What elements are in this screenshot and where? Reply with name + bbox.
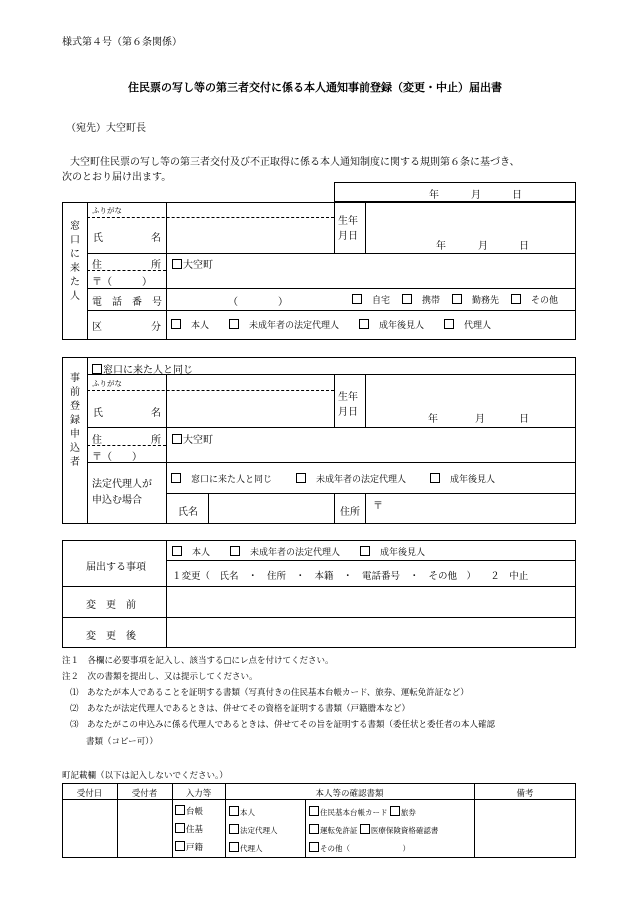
office-id-insurance[interactable]: 医療保険資格確認書 [360, 826, 439, 835]
office-id-other[interactable]: その他（ ） [309, 842, 410, 854]
changes-before-label: 変 更 前 [86, 600, 136, 611]
applicant-name-field[interactable] [168, 392, 332, 425]
office-header-received-date: 受付日 [76, 789, 103, 799]
visitor-birth-label-1: 生年 [338, 216, 358, 227]
page-title: 住民票の写し等の第三者交付に係る本人通知事前登録（変更・中止）届出書 [128, 81, 502, 94]
changes-who-minor[interactable]: 未成年者の法定代理人 [230, 548, 350, 558]
note-2-2: ⑵ あなたが法定代理人であるときは、併せてその資格を証明する書類（戸籍謄本など） [70, 704, 411, 714]
phone-type-work[interactable]: 勤務先 [452, 296, 509, 306]
applicant-legal-rep-options [171, 472, 515, 485]
visitor-phone-label: 電 話 番 号 [92, 297, 162, 308]
visitor-name-field[interactable] [168, 219, 332, 251]
category-minor-rep[interactable]: 未成年者の法定代理人 [229, 321, 349, 331]
applicant-name-label-1: 氏 [93, 408, 103, 419]
note-2-3a: ⑶ あなたがこの申込みに係る代理人であるときは、併せてその旨を証明する書類（委任状と委任者の本人確認 [70, 720, 496, 730]
category-guardian[interactable]: 成年後見人 [359, 321, 434, 331]
legal-rep-guardian[interactable]: 成年後見人 [430, 475, 505, 485]
category-agent[interactable]: 代理人 [444, 321, 501, 331]
changes-change-line[interactable]: １変更（ 氏名 ・ 住所 ・ 本籍 ・ 電話番号 ・ その他 ） ２ 中止 [172, 571, 529, 582]
note-1: 注１ 各欄に必要事項を記入し、該当する□にレ点を付けてください。 [62, 656, 334, 666]
office-id-juki-card[interactable]: 住民基本台帳カード [309, 808, 388, 817]
visitor-category-label-2: 分 [151, 322, 161, 333]
addressee: （宛先）大空町長 [66, 123, 146, 134]
changes-who-guardian[interactable]: 成年後見人 [360, 548, 435, 558]
visitor-phone-paren[interactable]: （ ） [228, 297, 288, 308]
changes-who-self[interactable]: 本人 [172, 548, 220, 558]
visitor-furigana-label: ふりがな [92, 206, 122, 215]
phone-type-home[interactable]: 自宅 [352, 296, 400, 306]
visitor-birth-day: 日 [519, 241, 529, 252]
date-month: 月 [471, 190, 481, 201]
applicant-addr-label-1: 住 [92, 435, 102, 446]
office-input-juki[interactable]: 住基 [175, 823, 203, 835]
visitor-postal-label: 〒（ ） [92, 277, 152, 288]
date-day: 日 [512, 190, 522, 201]
office-id-legal-rep[interactable]: 法定代理人 [229, 824, 278, 836]
changes-items-label: 届出する事項 [86, 562, 146, 573]
visitor-birth-year: 年 [436, 241, 446, 252]
note-2: 注２ 次の書類を提出し、又は提示してください。 [62, 672, 258, 682]
applicant-addr-prefix: 大空町 [172, 431, 213, 446]
legal-rep-same[interactable]: 窓口に来た人と同じ [171, 475, 282, 485]
applicant-birth-year: 年 [428, 414, 438, 425]
visitor-name-label-1: 氏 [93, 233, 103, 244]
form-number: 様式第４号（第６条関係） [62, 37, 182, 48]
applicant-legal-rep-label-1: 法定代理人が [92, 479, 152, 490]
visitor-category-label-1: 区 [92, 322, 102, 333]
visitor-furigana-field[interactable] [167, 205, 333, 216]
rep-addr-label: 住所 [340, 507, 360, 518]
rep-name-label: 氏名 [178, 507, 198, 518]
visitor-addr-label-1: 住 [92, 260, 102, 271]
applicant-postal-label: 〒（ ） [92, 452, 142, 463]
checkbox[interactable] [172, 259, 182, 269]
note-2-3b: 書類（コピー可）） [86, 737, 158, 747]
section-visitor-heading: 窓口に来た人 [70, 221, 80, 302]
visitor-birth-month: 月 [478, 241, 488, 252]
office-input-koseki[interactable]: 戸籍 [175, 841, 203, 853]
phone-type-other[interactable]: その他 [511, 296, 568, 306]
office-id-self[interactable]: 本人 [229, 806, 255, 818]
applicant-legal-rep-label-2: 申込む場合 [92, 495, 142, 506]
office-input-ledger[interactable]: 台帳 [175, 805, 203, 817]
office-header-remarks: 備考 [516, 789, 534, 799]
intro-line-2: 次のとおり届け出ます。 [62, 172, 172, 183]
checkbox[interactable] [172, 434, 182, 444]
changes-before-field[interactable] [168, 588, 574, 615]
date-box[interactable] [334, 182, 576, 202]
phone-type-mobile[interactable]: 携帯 [402, 296, 450, 306]
applicant-birth-label-1: 生年 [338, 392, 358, 403]
legal-rep-minor[interactable]: 未成年者の法定代理人 [296, 475, 416, 485]
visitor-phone-types [352, 293, 578, 306]
office-header-receiver: 受付者 [131, 789, 158, 799]
office-id-license[interactable]: 運転免許証 [309, 826, 358, 835]
category-self[interactable]: 本人 [171, 321, 219, 331]
office-id-docs-row2 [309, 824, 438, 836]
applicant-furigana-label: ふりがな [92, 379, 122, 388]
changes-who-options [172, 545, 445, 558]
office-header-id-docs: 本人等の確認書類 [315, 789, 384, 799]
office-id-agent[interactable]: 代理人 [229, 842, 263, 854]
office-id-docs-row1 [309, 806, 416, 818]
rep-postal[interactable]: 〒 [373, 501, 383, 512]
intro-line-1: 大空町住民票の写し等の第三者交付及び不正取得に係る本人通知制度に関する規則第６条に基づき、 [70, 157, 520, 168]
date-year: 年 [429, 190, 439, 201]
applicant-birth-label-2: 月日 [338, 407, 358, 418]
applicant-addr-label-2: 所 [151, 435, 161, 446]
changes-after-label: 変 更 後 [86, 631, 136, 642]
visitor-category-options [171, 318, 511, 331]
applicant-birth-month: 月 [475, 414, 485, 425]
changes-after-field[interactable] [168, 619, 574, 646]
section-applicant-heading: 事前登録申込者 [70, 373, 80, 468]
visitor-addr-label-2: 所 [151, 260, 161, 271]
visitor-addr-prefix: 大空町 [172, 256, 213, 271]
visitor-birth-label-2: 月日 [338, 231, 358, 242]
note-2-1: ⑴ あなたが本人であることを証明する書類（写真付きの住民基本台帳カード、旅券、運転免許証など） [70, 688, 469, 698]
office-id-passport[interactable]: 旅券 [390, 808, 416, 817]
office-heading: 町記載欄（以下は記入しないでください。） [62, 771, 228, 781]
office-header-input: 入力等 [185, 789, 212, 799]
applicant-name-label-2: 名 [151, 408, 161, 419]
visitor-name-label-2: 名 [151, 233, 161, 244]
rep-name-field[interactable] [210, 495, 332, 522]
applicant-same-as-visitor[interactable]: 窓口に来た人と同じ [92, 361, 193, 376]
applicant-birth-day: 日 [519, 414, 529, 425]
